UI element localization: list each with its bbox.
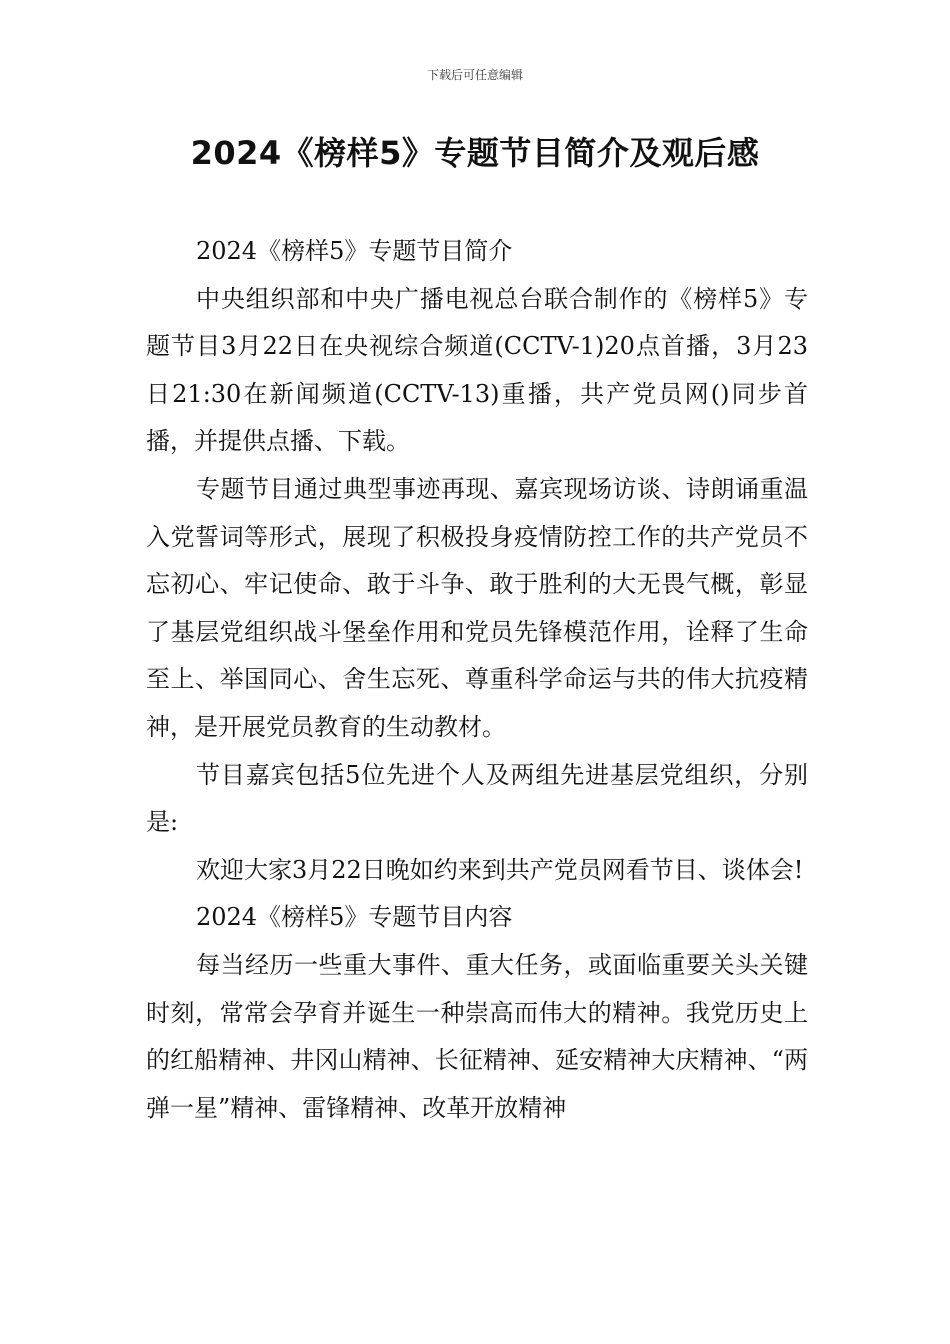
paragraph-guests: 节目嘉宾包括5位先进个人及两组先进基层党组织，分别是: xyxy=(146,760,808,837)
document-body xyxy=(146,228,808,1132)
header-note: 下载后可任意编辑 xyxy=(426,68,523,82)
subheading-content: 2024《榜样5》专题节目内容 xyxy=(196,903,513,932)
subheading-intro: 2024《榜样5》专题节目简介 xyxy=(196,237,513,265)
paragraph-broadcast: 中央组织部和中央广播电视总台联合制作的《榜样5》专题节目3月22日在央视综合频道(CCTV-1)20点首播，3月23日21:30在新闻频道(CCTV-13)重播，共产党员网()同步首播，并提供点播、下载。 xyxy=(146,284,808,456)
document-title: 2024《榜样5》专题节目简介及观后感 xyxy=(190,134,760,172)
paragraph-spirit: 每当经历一些重大事件、重大任务，或面临重要关头关键时刻，常常会孕育并诞生一种崇高而伟大的精神。我党历史上的红船精神、井冈山精神、长征精神、延安精神大庆精神、“两弹一星”精神、雷锋精神、改革开放精神 xyxy=(146,950,808,1122)
paragraph-invitation: 欢迎大家3月22日晚如约来到共产党员网看节目、谈体会! xyxy=(196,855,804,884)
paragraph-program-form: 专题节目通过典型事迹再现、嘉宾现场访谈、诗朗诵重温入党誓词等形式，展现了积极投身疫情防控工作的共产党员不忘初心、牢记使命、敢于斗争、敢于胜利的大无畏气概，彰显了基层党组织战斗堡垒作用和党员先锋模范作用，诠释了生命至上、举国同心、舍生忘死、尊重科学命运与共的伟大抗疫精神，是开展党员教育的生动教材。 xyxy=(146,474,808,741)
